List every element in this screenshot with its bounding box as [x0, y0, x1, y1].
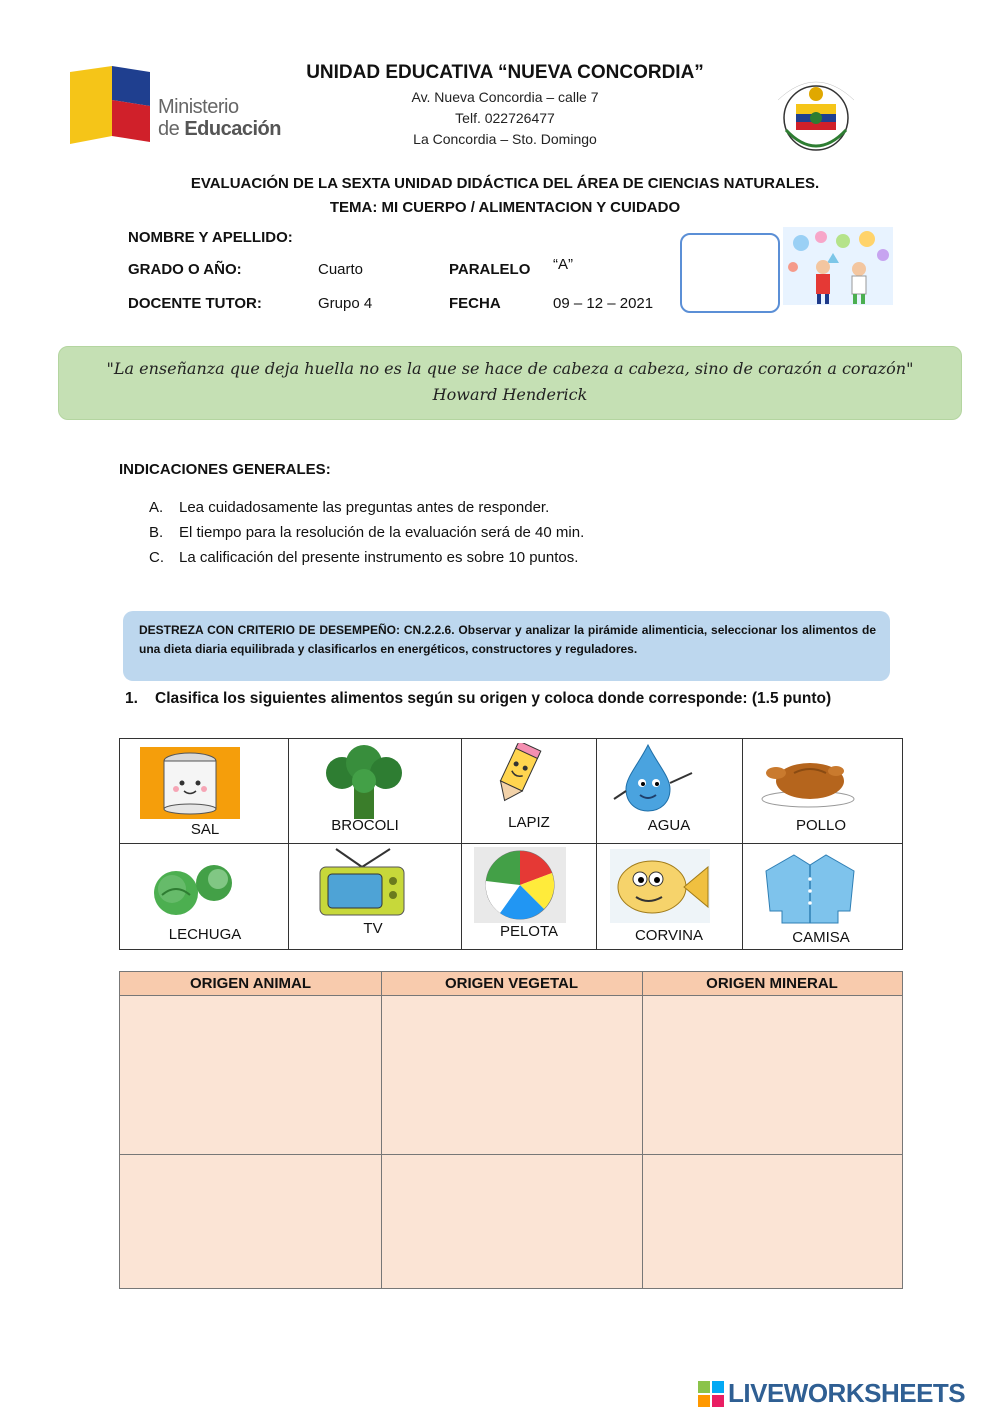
instruction-text: Lea cuidadosamente las preguntas antes de responder.: [179, 499, 550, 516]
lettuce-icon[interactable]: [142, 853, 242, 922]
school-city: La Concordia – Sto. Domingo: [413, 131, 597, 147]
item-label-agua: AGUA: [647, 817, 691, 834]
photo-placeholder-box: [680, 233, 780, 313]
drop-zone-mineral-1[interactable]: [643, 996, 902, 1154]
science-kids-illustration: [783, 227, 893, 305]
school-address: Av. Nueva Concordia – calle 7: [411, 89, 599, 105]
ministry-logo-line2-bold: Educación: [184, 118, 281, 140]
grade-label: GRADO O AÑO:: [128, 261, 242, 278]
evaluation-topic: TEMA: MI CUERPO / ALIMENTACION Y CUIDADO: [329, 199, 681, 216]
items-grid: [119, 738, 903, 950]
question-text: Clasifica los siguientes alimentos según su origen y coloca donde corresponde: (1.5 punto): [155, 690, 832, 707]
drop-zone-animal-2[interactable]: [120, 1155, 381, 1288]
item-label-brocoli: BROCOLI: [331, 817, 399, 834]
liveworksheets-logo-icon: [698, 1381, 724, 1407]
item-label-lapiz: LAPIZ: [508, 814, 550, 831]
question-1: [125, 690, 831, 708]
question-number: 1.: [125, 690, 138, 707]
item-label-sal: SAL: [190, 821, 220, 838]
header-origen-mineral: ORIGEN MINERAL: [642, 972, 902, 995]
teacher-value: Grupo 4: [318, 295, 373, 312]
header-origen-animal: ORIGEN ANIMAL: [120, 972, 381, 995]
television-icon[interactable]: [316, 847, 408, 922]
brand-text: LIVEWORKSHEETS: [728, 1378, 966, 1408]
classification-table: [119, 971, 903, 1289]
pencil-icon[interactable]: [474, 743, 558, 814]
grade-value: Cuarto: [318, 261, 364, 278]
quote-text: "La enseñanza que deja huella no es la que se hace de cabeza a cabeza, sino de corazón a corazón": [106, 359, 914, 378]
teacher-label: DOCENTE TUTOR:: [128, 295, 262, 312]
shirt-icon[interactable]: [760, 851, 860, 930]
item-label-camisa: CAMISA: [792, 929, 850, 946]
school-phone: Telf. 022726477: [455, 110, 555, 126]
instruction-item: [149, 524, 584, 541]
date-value: 09 – 12 – 2021: [553, 295, 654, 312]
school-seal-icon: [772, 70, 860, 158]
ministry-flag-icon: [70, 66, 160, 148]
date-label: FECHA: [449, 295, 501, 312]
drop-zone-vegetal-2[interactable]: [382, 1155, 642, 1288]
item-label-lechuga: LECHUGA: [168, 926, 242, 943]
quote-box: [58, 346, 962, 420]
instruction-letter: B.: [149, 524, 164, 541]
drop-zone-vegetal-1[interactable]: [382, 996, 642, 1154]
beach-ball-icon[interactable]: [474, 847, 566, 928]
broccoli-icon[interactable]: [318, 745, 410, 826]
instruction-letter: C.: [149, 549, 164, 566]
ministry-logo-line2-prefix: de: [158, 118, 185, 140]
roast-chicken-icon[interactable]: [760, 751, 856, 814]
parallel-label: PARALELO: [449, 261, 531, 278]
item-label-corvina: CORVINA: [634, 927, 704, 944]
school-name: UNIDAD EDUCATIVA “NUEVA CONCORDIA”: [306, 62, 704, 83]
item-label-pelota: PELOTA: [499, 923, 559, 940]
evaluation-title: EVALUACIÓN DE LA SEXTA UNIDAD DIDÁCTICA DEL ÁREA DE CIENCIAS NATURALES.: [190, 175, 820, 192]
school-seal: [772, 70, 860, 158]
instruction-letter: A.: [149, 499, 164, 516]
item-label-tv: TV: [363, 920, 383, 937]
instruction-text: El tiempo para la resolución de la evaluación será de 40 min.: [179, 524, 585, 541]
quote-author: Howard Henderick: [432, 385, 588, 404]
instruction-item: [149, 549, 578, 566]
salt-shaker-icon[interactable]: [140, 747, 240, 824]
fish-icon[interactable]: [610, 849, 710, 928]
instructions-title: INDICACIONES GENERALES:: [119, 461, 331, 478]
liveworksheets-brand[interactable]: [698, 1376, 994, 1410]
header-origen-vegetal: ORIGEN VEGETAL: [381, 972, 642, 995]
science-kids-icon: [783, 227, 893, 305]
drop-zone-animal-1[interactable]: [120, 996, 381, 1154]
name-label: NOMBRE Y APELLIDO:: [128, 229, 293, 246]
drop-zone-mineral-2[interactable]: [643, 1155, 902, 1288]
skill-text: DESTREZA CON CRITERIO DE DESEMPEÑO: CN.2.2.6. Observar y analizar la pirámide alimenticia, seleccionar los alimentos de una dieta diaria equilibrada y clasificarlos en energéticos, constructores y reguladores.: [139, 623, 876, 656]
ministry-logo-line1: Ministerio: [158, 96, 239, 118]
skill-box: [123, 611, 890, 681]
item-label-pollo: POLLO: [795, 817, 847, 834]
instruction-item: [149, 499, 549, 516]
instruction-text: La calificación del presente instrumento es sobre 10 puntos.: [179, 549, 579, 566]
water-drop-icon[interactable]: [608, 743, 704, 820]
parallel-value: “A”: [553, 256, 573, 273]
